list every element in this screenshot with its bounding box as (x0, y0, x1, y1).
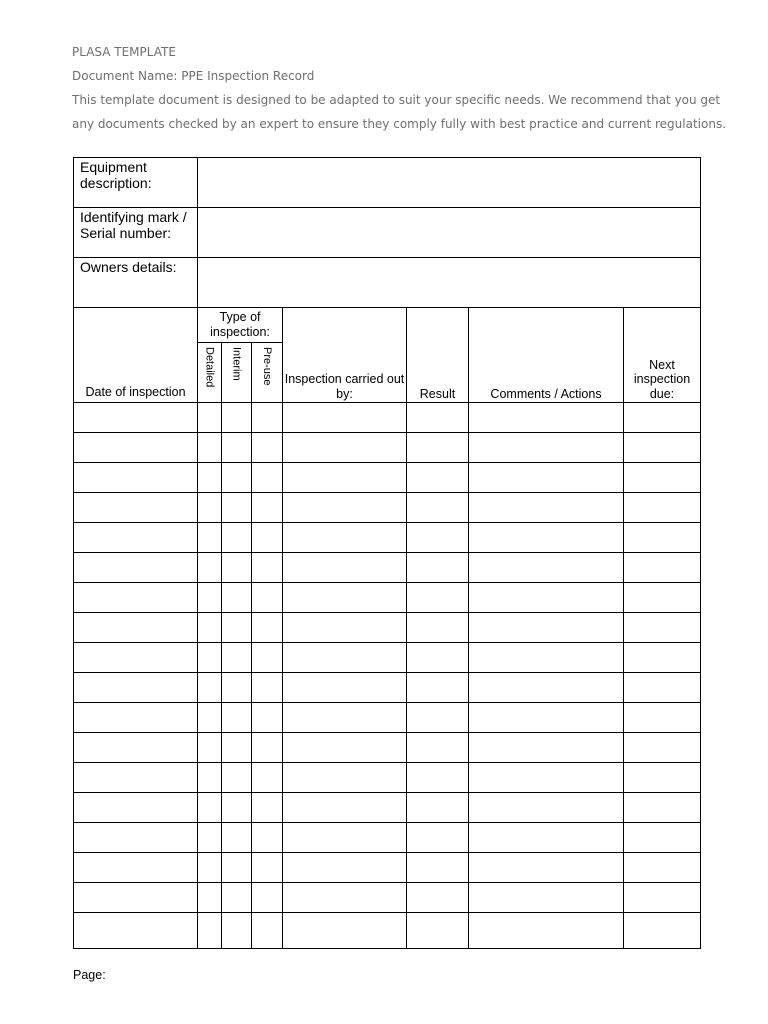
comments-actions-header: Comments / Actions (469, 308, 624, 403)
next-due-cell[interactable] (624, 553, 701, 583)
comments-cell[interactable] (469, 763, 624, 793)
date-cell[interactable] (74, 583, 198, 613)
next-due-cell[interactable] (624, 583, 701, 613)
detailed-cell[interactable] (198, 433, 222, 463)
inspector-cell[interactable] (283, 583, 407, 613)
next-due-cell[interactable] (624, 823, 701, 853)
comments-cell[interactable] (469, 613, 624, 643)
interim-cell[interactable] (222, 763, 252, 793)
detailed-cell[interactable] (198, 673, 222, 703)
table-row (74, 403, 701, 433)
date-of-inspection-header: Date of inspection (74, 308, 198, 403)
template-label: PLASA TEMPLATE (72, 45, 176, 59)
date-cell[interactable] (74, 703, 198, 733)
interim-cell[interactable] (222, 643, 252, 673)
interim-type-header: Interim (222, 342, 252, 402)
date-cell[interactable] (74, 433, 198, 463)
inspector-cell[interactable] (283, 733, 407, 763)
date-cell[interactable] (74, 763, 198, 793)
next-due-cell[interactable] (624, 673, 701, 703)
table-row (74, 673, 701, 703)
pre-use-cell[interactable] (252, 553, 283, 583)
date-cell[interactable] (74, 793, 198, 823)
inspector-cell[interactable] (283, 643, 407, 673)
result-cell[interactable] (407, 793, 469, 823)
table-row (74, 523, 701, 553)
pre-use-cell[interactable] (252, 913, 283, 949)
table-row (74, 703, 701, 733)
next-due-cell[interactable] (624, 403, 701, 433)
pre-use-type-header: Pre-use (252, 342, 283, 402)
detailed-cell[interactable] (198, 703, 222, 733)
table-row (74, 643, 701, 673)
comments-cell[interactable] (469, 403, 624, 433)
comments-cell[interactable] (469, 853, 624, 883)
date-cell[interactable] (74, 823, 198, 853)
owners-details-row (74, 258, 701, 308)
table-row (74, 793, 701, 823)
interim-cell[interactable] (222, 613, 252, 643)
next-due-cell[interactable] (624, 853, 701, 883)
detailed-cell[interactable] (198, 643, 222, 673)
pre-use-cell[interactable] (252, 463, 283, 493)
pre-use-cell[interactable] (252, 673, 283, 703)
pre-use-cell[interactable] (252, 883, 283, 913)
date-cell[interactable] (74, 493, 198, 523)
pre-use-cell[interactable] (252, 523, 283, 553)
next-due-cell[interactable] (624, 703, 701, 733)
table-row (74, 853, 701, 883)
result-cell[interactable] (407, 823, 469, 853)
comments-cell[interactable] (469, 463, 624, 493)
interim-cell[interactable] (222, 913, 252, 949)
comments-cell[interactable] (469, 703, 624, 733)
inspector-cell[interactable] (283, 673, 407, 703)
detailed-cell[interactable] (198, 553, 222, 583)
date-cell[interactable] (74, 913, 198, 949)
detailed-cell[interactable] (198, 913, 222, 949)
table-row (74, 883, 701, 913)
pre-use-cell[interactable] (252, 493, 283, 523)
inspection-record-table (73, 157, 701, 949)
interim-cell[interactable] (222, 793, 252, 823)
table-row (74, 763, 701, 793)
template-notice-line-2: any documents checked by an expert to ensure they comply fully with best practice and current regulations. (72, 117, 727, 131)
inspector-cell[interactable] (283, 853, 407, 883)
interim-cell[interactable] (222, 703, 252, 733)
result-cell[interactable] (407, 673, 469, 703)
owners-details-field[interactable] (198, 258, 701, 308)
interim-cell[interactable] (222, 433, 252, 463)
document-name: Document Name: PPE Inspection Record (72, 69, 315, 83)
inspector-cell[interactable] (283, 523, 407, 553)
date-cell[interactable] (74, 523, 198, 553)
inspector-cell[interactable] (283, 463, 407, 493)
inspector-cell[interactable] (283, 403, 407, 433)
pre-use-cell[interactable] (252, 643, 283, 673)
result-cell[interactable] (407, 703, 469, 733)
inspector-cell[interactable] (283, 883, 407, 913)
comments-cell[interactable] (469, 553, 624, 583)
date-cell[interactable] (74, 853, 198, 883)
inspector-cell[interactable] (283, 763, 407, 793)
next-due-cell[interactable] (624, 913, 701, 949)
result-cell[interactable] (407, 883, 469, 913)
detailed-cell[interactable] (198, 523, 222, 553)
comments-cell[interactable] (469, 583, 624, 613)
interim-cell[interactable] (222, 673, 252, 703)
table-row (74, 733, 701, 763)
pre-use-cell[interactable] (252, 433, 283, 463)
identifying-mark-field[interactable] (198, 208, 701, 258)
result-cell[interactable] (407, 913, 469, 949)
identifying-mark-label: Identifying mark / Serial number: (74, 208, 198, 258)
next-due-cell[interactable] (624, 793, 701, 823)
next-due-cell[interactable] (624, 613, 701, 643)
detailed-cell[interactable] (198, 883, 222, 913)
table-row (74, 913, 701, 949)
inspector-cell[interactable] (283, 913, 407, 949)
detailed-cell[interactable] (198, 793, 222, 823)
inspection-carried-out-by-header: Inspection carried out by: (283, 308, 407, 403)
next-due-cell[interactable] (624, 463, 701, 493)
result-cell[interactable] (407, 463, 469, 493)
comments-cell[interactable] (469, 883, 624, 913)
table-row (74, 823, 701, 853)
next-due-cell[interactable] (624, 493, 701, 523)
inspector-cell[interactable] (283, 703, 407, 733)
comments-cell[interactable] (469, 643, 624, 673)
pre-use-cell[interactable] (252, 823, 283, 853)
detailed-cell[interactable] (198, 493, 222, 523)
pre-use-cell[interactable] (252, 583, 283, 613)
comments-cell[interactable] (469, 913, 624, 949)
result-header: Result (407, 308, 469, 403)
date-cell[interactable] (74, 883, 198, 913)
column-header-row (74, 308, 701, 343)
equipment-description-label: Equipment description: (74, 158, 198, 208)
date-cell[interactable] (74, 733, 198, 763)
interim-cell[interactable] (222, 463, 252, 493)
date-cell[interactable] (74, 613, 198, 643)
detailed-cell[interactable] (198, 733, 222, 763)
date-cell[interactable] (74, 463, 198, 493)
equipment-description-field[interactable] (198, 158, 701, 208)
next-due-cell[interactable] (624, 523, 701, 553)
template-notice-line-1: This template document is designed to be adapted to suit your specific needs. We recommend that you get (72, 93, 721, 107)
pre-use-cell[interactable] (252, 793, 283, 823)
inspector-cell[interactable] (283, 793, 407, 823)
interim-cell[interactable] (222, 883, 252, 913)
interim-cell[interactable] (222, 523, 252, 553)
result-cell[interactable] (407, 493, 469, 523)
interim-cell[interactable] (222, 583, 252, 613)
table-row (74, 433, 701, 463)
next-inspection-due-header: Next inspection due: (624, 308, 701, 403)
next-due-cell[interactable] (624, 763, 701, 793)
comments-cell[interactable] (469, 823, 624, 853)
result-cell[interactable] (407, 433, 469, 463)
interim-cell[interactable] (222, 733, 252, 763)
interim-cell[interactable] (222, 493, 252, 523)
pre-use-cell[interactable] (252, 613, 283, 643)
equipment-description-row (74, 158, 701, 208)
detailed-cell[interactable] (198, 403, 222, 433)
pre-use-cell[interactable] (252, 703, 283, 733)
comments-cell[interactable] (469, 523, 624, 553)
interim-cell[interactable] (222, 553, 252, 583)
comments-cell[interactable] (469, 733, 624, 763)
next-due-cell[interactable] (624, 883, 701, 913)
comments-cell[interactable] (469, 493, 624, 523)
inspector-cell[interactable] (283, 823, 407, 853)
comments-cell[interactable] (469, 673, 624, 703)
next-due-cell[interactable] (624, 433, 701, 463)
type-of-inspection-header: Type of inspection: (198, 308, 283, 343)
comments-cell[interactable] (469, 793, 624, 823)
identifying-mark-row (74, 208, 701, 258)
inspector-cell[interactable] (283, 493, 407, 523)
table-row (74, 553, 701, 583)
pre-use-cell[interactable] (252, 403, 283, 433)
interim-cell[interactable] (222, 403, 252, 433)
table-row (74, 613, 701, 643)
next-due-cell[interactable] (624, 643, 701, 673)
table-row (74, 493, 701, 523)
date-cell[interactable] (74, 553, 198, 583)
inspector-cell[interactable] (283, 433, 407, 463)
result-cell[interactable] (407, 643, 469, 673)
result-cell[interactable] (407, 553, 469, 583)
page-number-label: Page: (73, 968, 106, 982)
pre-use-cell[interactable] (252, 763, 283, 793)
next-due-cell[interactable] (624, 733, 701, 763)
result-cell[interactable] (407, 583, 469, 613)
pre-use-cell[interactable] (252, 733, 283, 763)
detailed-cell[interactable] (198, 583, 222, 613)
date-cell[interactable] (74, 403, 198, 433)
pre-use-cell[interactable] (252, 853, 283, 883)
table-row (74, 583, 701, 613)
date-cell[interactable] (74, 643, 198, 673)
detailed-cell[interactable] (198, 823, 222, 853)
detailed-type-header: Detailed (198, 342, 222, 402)
result-cell[interactable] (407, 523, 469, 553)
inspector-cell[interactable] (283, 553, 407, 583)
inspector-cell[interactable] (283, 613, 407, 643)
detailed-cell[interactable] (198, 853, 222, 883)
table-row (74, 463, 701, 493)
result-cell[interactable] (407, 733, 469, 763)
interim-cell[interactable] (222, 823, 252, 853)
result-cell[interactable] (407, 853, 469, 883)
detailed-cell[interactable] (198, 463, 222, 493)
owners-details-label: Owners details: (74, 258, 198, 308)
result-cell[interactable] (407, 763, 469, 793)
result-cell[interactable] (407, 613, 469, 643)
detailed-cell[interactable] (198, 613, 222, 643)
detailed-cell[interactable] (198, 763, 222, 793)
result-cell[interactable] (407, 403, 469, 433)
interim-cell[interactable] (222, 853, 252, 883)
date-cell[interactable] (74, 673, 198, 703)
comments-cell[interactable] (469, 433, 624, 463)
